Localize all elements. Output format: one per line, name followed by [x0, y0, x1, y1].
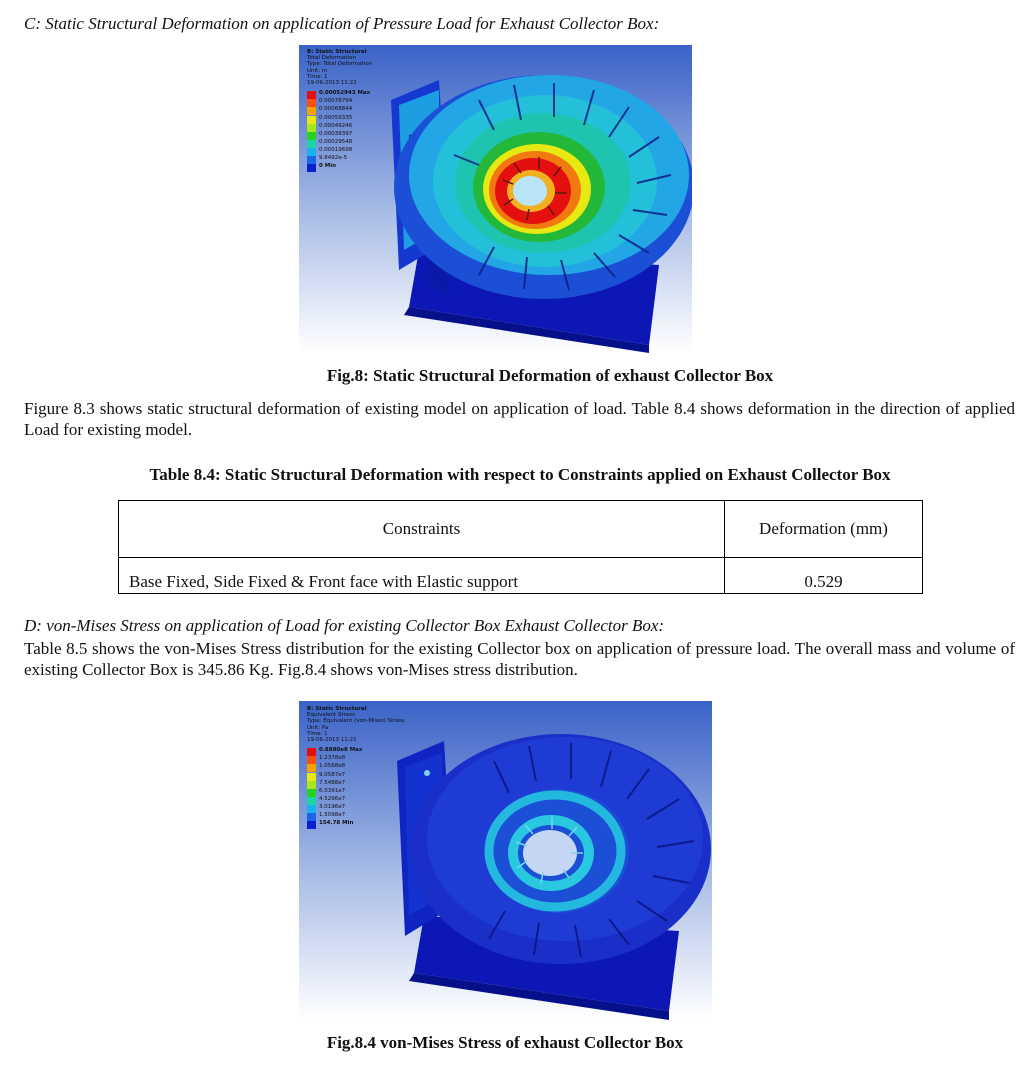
legend-swatch	[307, 116, 316, 124]
paragraph-figure-8-3: Figure 8.3 shows static structural deformation of existing model on application of load. Table 8.4 shows deformation in the direction of applied Load for existing model.	[24, 399, 1015, 439]
legend-label: 0.00049246	[319, 122, 353, 129]
legend-swatch	[307, 805, 316, 813]
deformation-figure	[299, 45, 692, 353]
legend-label: 0.00059335	[319, 114, 353, 121]
legend-swatch	[307, 781, 316, 789]
legend-label: 1.0568e8	[319, 763, 346, 770]
legend-label: 9.8492e-5	[319, 154, 348, 161]
table-header-constraints: Constraints	[119, 501, 725, 558]
legend-header-line: Type: Total Deformation	[307, 61, 373, 68]
legend-label: 0 Min	[319, 163, 337, 170]
legend-label: 0.8880e8 Max	[319, 747, 363, 754]
paragraph-table-8-5: Table 8.5 shows the von-Mises Stress distribution for the existing Collector box on application of pressure load. The overall mass and volume of existing Collector Box is 345.86 Kg. Fig.8.4 shows von-Mises stress distribution.	[24, 639, 1015, 679]
figure8-caption: Fig.8: Static Structural Deformation of exhaust Collector Box	[326, 366, 774, 385]
stress-figure	[299, 701, 712, 1020]
legend-label: 154.78 Min	[319, 820, 354, 827]
legend-swatch	[307, 148, 316, 156]
table-header-row	[119, 501, 923, 558]
legend-swatch	[307, 124, 316, 132]
section-c-heading: C: Static Structural Deformation on application of Pressure Load for Exhaust Collector Box:	[24, 14, 660, 33]
legend-scale	[307, 91, 372, 172]
legend-header-line: B: Static Structural	[307, 706, 367, 712]
table-row	[119, 558, 923, 594]
legend-header-line: Total Deformation	[307, 55, 356, 62]
legend-label: 6.0391e7	[319, 787, 346, 794]
table-header-deformation: Deformation (mm)	[725, 501, 923, 558]
legend-swatch	[307, 764, 316, 772]
legend-swatch	[307, 813, 316, 821]
legend-swatch	[307, 164, 316, 172]
legend-label: 4.5296e7	[319, 795, 346, 802]
stress-legend	[307, 706, 405, 829]
legend-label: 0.00029548	[319, 138, 353, 145]
legend-header-line: Time: 1	[307, 730, 328, 737]
table84-title: Table 8.4: Static Structural Deformation with respect to Constraints applied on Exhaust Collector Box	[149, 465, 891, 484]
legend-swatch	[307, 132, 316, 140]
legend-header-line: 19-06-2013 11:21	[307, 737, 357, 744]
legend-label: 0.00078794	[319, 98, 353, 105]
figure84-caption: Fig.8.4 von-Mises Stress of exhaust Collector Box	[326, 1033, 684, 1052]
deformation-table	[118, 500, 923, 594]
legend-label: 7.5488e7	[319, 779, 346, 786]
legend-swatch	[307, 140, 316, 148]
legend-header-line: Unit: m	[307, 67, 328, 74]
deformation-legend	[307, 49, 372, 172]
table-cell-constraints: Base Fixed, Side Fixed & Front face with Elastic support	[119, 558, 725, 594]
legend-swatch	[307, 99, 316, 107]
legend-label: 9.0587e7	[319, 771, 346, 778]
legend-header-line: Time: 1	[307, 73, 328, 80]
legend-label: 1.2378e8	[319, 755, 346, 762]
legend-label: 0.00068844	[319, 106, 353, 113]
legend-header-line: Unit: Pa	[307, 724, 329, 731]
legend-row	[307, 164, 372, 172]
legend-swatch	[307, 107, 316, 115]
legend-swatch	[307, 156, 316, 164]
legend-label: 1.5098e7	[319, 811, 346, 818]
legend-swatch	[307, 789, 316, 797]
legend-swatch	[307, 748, 316, 756]
legend-scale	[307, 748, 405, 829]
legend-row	[307, 156, 372, 164]
legend-swatch	[307, 821, 316, 829]
legend-header-line: 19-06-2013 11:22	[307, 80, 357, 87]
legend-swatch	[307, 773, 316, 781]
legend-swatch	[307, 756, 316, 764]
legend-label: 0.00052943 Max	[319, 90, 371, 97]
legend-label: 3.0196e7	[319, 803, 346, 810]
legend-header-line: B: Static Structural	[307, 49, 367, 55]
table-cell-deformation: 0.529	[725, 558, 923, 594]
legend-header-line: Type: Equivalent (von-Mises) Stress	[307, 718, 405, 725]
legend-header-line: Equivalent Stress	[307, 712, 355, 719]
section-d-heading: D: von-Mises Stress on application of Load for existing Collector Box Exhaust Collector Box:	[24, 616, 665, 635]
legend-label: 0.00019698	[319, 146, 353, 153]
legend-label: 0.00039397	[319, 130, 353, 137]
legend-swatch	[307, 91, 316, 99]
legend-row	[307, 821, 405, 829]
legend-swatch	[307, 797, 316, 805]
